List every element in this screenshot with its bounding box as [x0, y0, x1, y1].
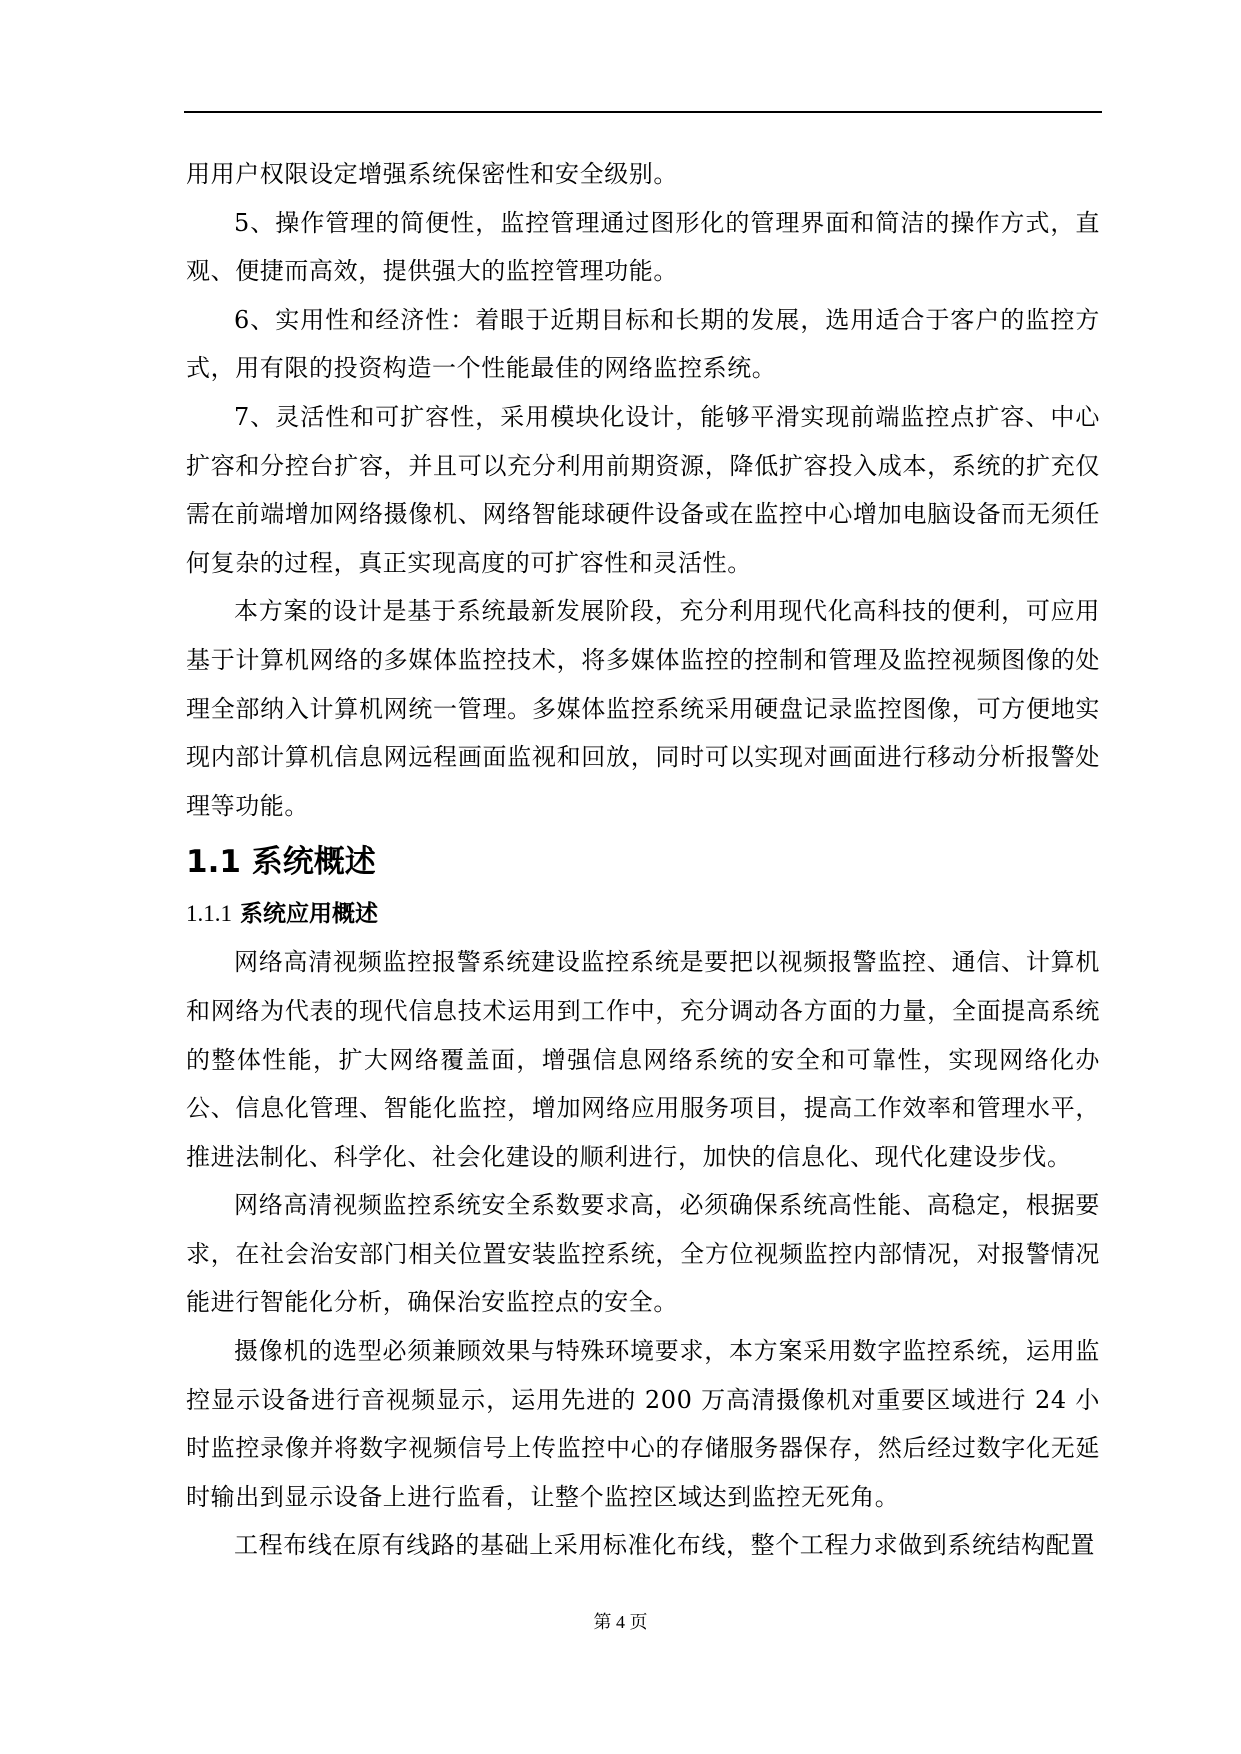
paragraph-design-basis: 本方案的设计是基于系统最新发展阶段，充分利用现代化高科技的便利，可应用基于计算机网络的多媒体监控技术，将多媒体监控的控制和管理及监控视频图像的处理全部纳入计算机网统一管理。多媒体监控系统采用硬盘记录监控图像，可方便地实现内部计算机信息网远程画面监视和回放，同时可以实现对画面进行移动分析报警处理等功能。: [186, 597, 1100, 820]
page-number: 第 4 页: [593, 1612, 648, 1632]
paragraph-cabling: 工程布线在原有线路的基础上采用标准化布线，整个工程力求做到系统结构配置: [234, 1531, 1095, 1560]
header-rule: [184, 111, 1102, 113]
paragraph-camera: 摄像机的选型必须兼顾效果与特殊环境要求，本方案采用数字监控系统，运用监控显示设备进行音视频显示，运用先进的 200 万高清摄像机对重要区域进行 24 小时监控录像并将数字视频信号上传监控中心的存储服务器保存，然后经过数字化无延时输出到显示设备上进行监看，让整个监控区域达到监控无死角。: [186, 1337, 1100, 1511]
paragraph-security: 网络高清视频监控系统安全系数要求高，必须确保系统高性能、高稳定，根据要求，在社会治安部门相关位置安装监控系统，全方位视频监控内部情况，对报警情况能进行智能化分析，确保治安监控点的安全。: [186, 1191, 1100, 1317]
subsection-number: 1.1.1: [186, 901, 232, 927]
paragraph-overview: 网络高清视频监控报警系统建设监控系统是要把以视频报警监控、通信、计算机和网络为代表的现代信息技术运用到工作中，充分调动各方面的力量，全面提高系统的整体性能，扩大网络覆盖面，增强信息网络系统的安全和可靠性，实现网络化办公、信息化管理、智能化监控，增加网络应用服务项目，提高工作效率和管理水平，推进法制化、科学化、社会化建设的顺利进行，加快的信息化、现代化建设步伐。: [186, 948, 1100, 1171]
paragraph-item-6: 6、实用性和经济性：着眼于近期目标和长期的发展，选用适合于客户的监控方式，用有限的投资构造一个性能最佳的网络监控系统。: [186, 305, 1100, 383]
section-heading: 1.1 系统概述: [186, 844, 376, 881]
paragraph-item-7: 7、灵活性和可扩容性，采用模块化设计，能够平滑实现前端监控点扩容、中心扩容和分控台扩容，并且可以充分利用前期资源，降低扩容投入成本，系统的扩充仅需在前端增加网络摄像机、网络智能球硬件设备或在监控中心增加电脑设备而无须任何复杂的过程，真正实现高度的可扩容性和灵活性。: [186, 402, 1100, 577]
subsection-heading: [186, 890, 1100, 938]
page-body: [186, 150, 1100, 1570]
paragraph-continued: 用用户权限设定增强系统保密性和安全级别。: [186, 160, 678, 188]
subsection-title: 系统应用概述: [240, 901, 379, 928]
paragraph-item-5: 5、操作管理的简便性，监控管理通过图形化的管理界面和简洁的操作方式，直观、便捷而高效，提供强大的监控管理功能。: [186, 208, 1100, 286]
